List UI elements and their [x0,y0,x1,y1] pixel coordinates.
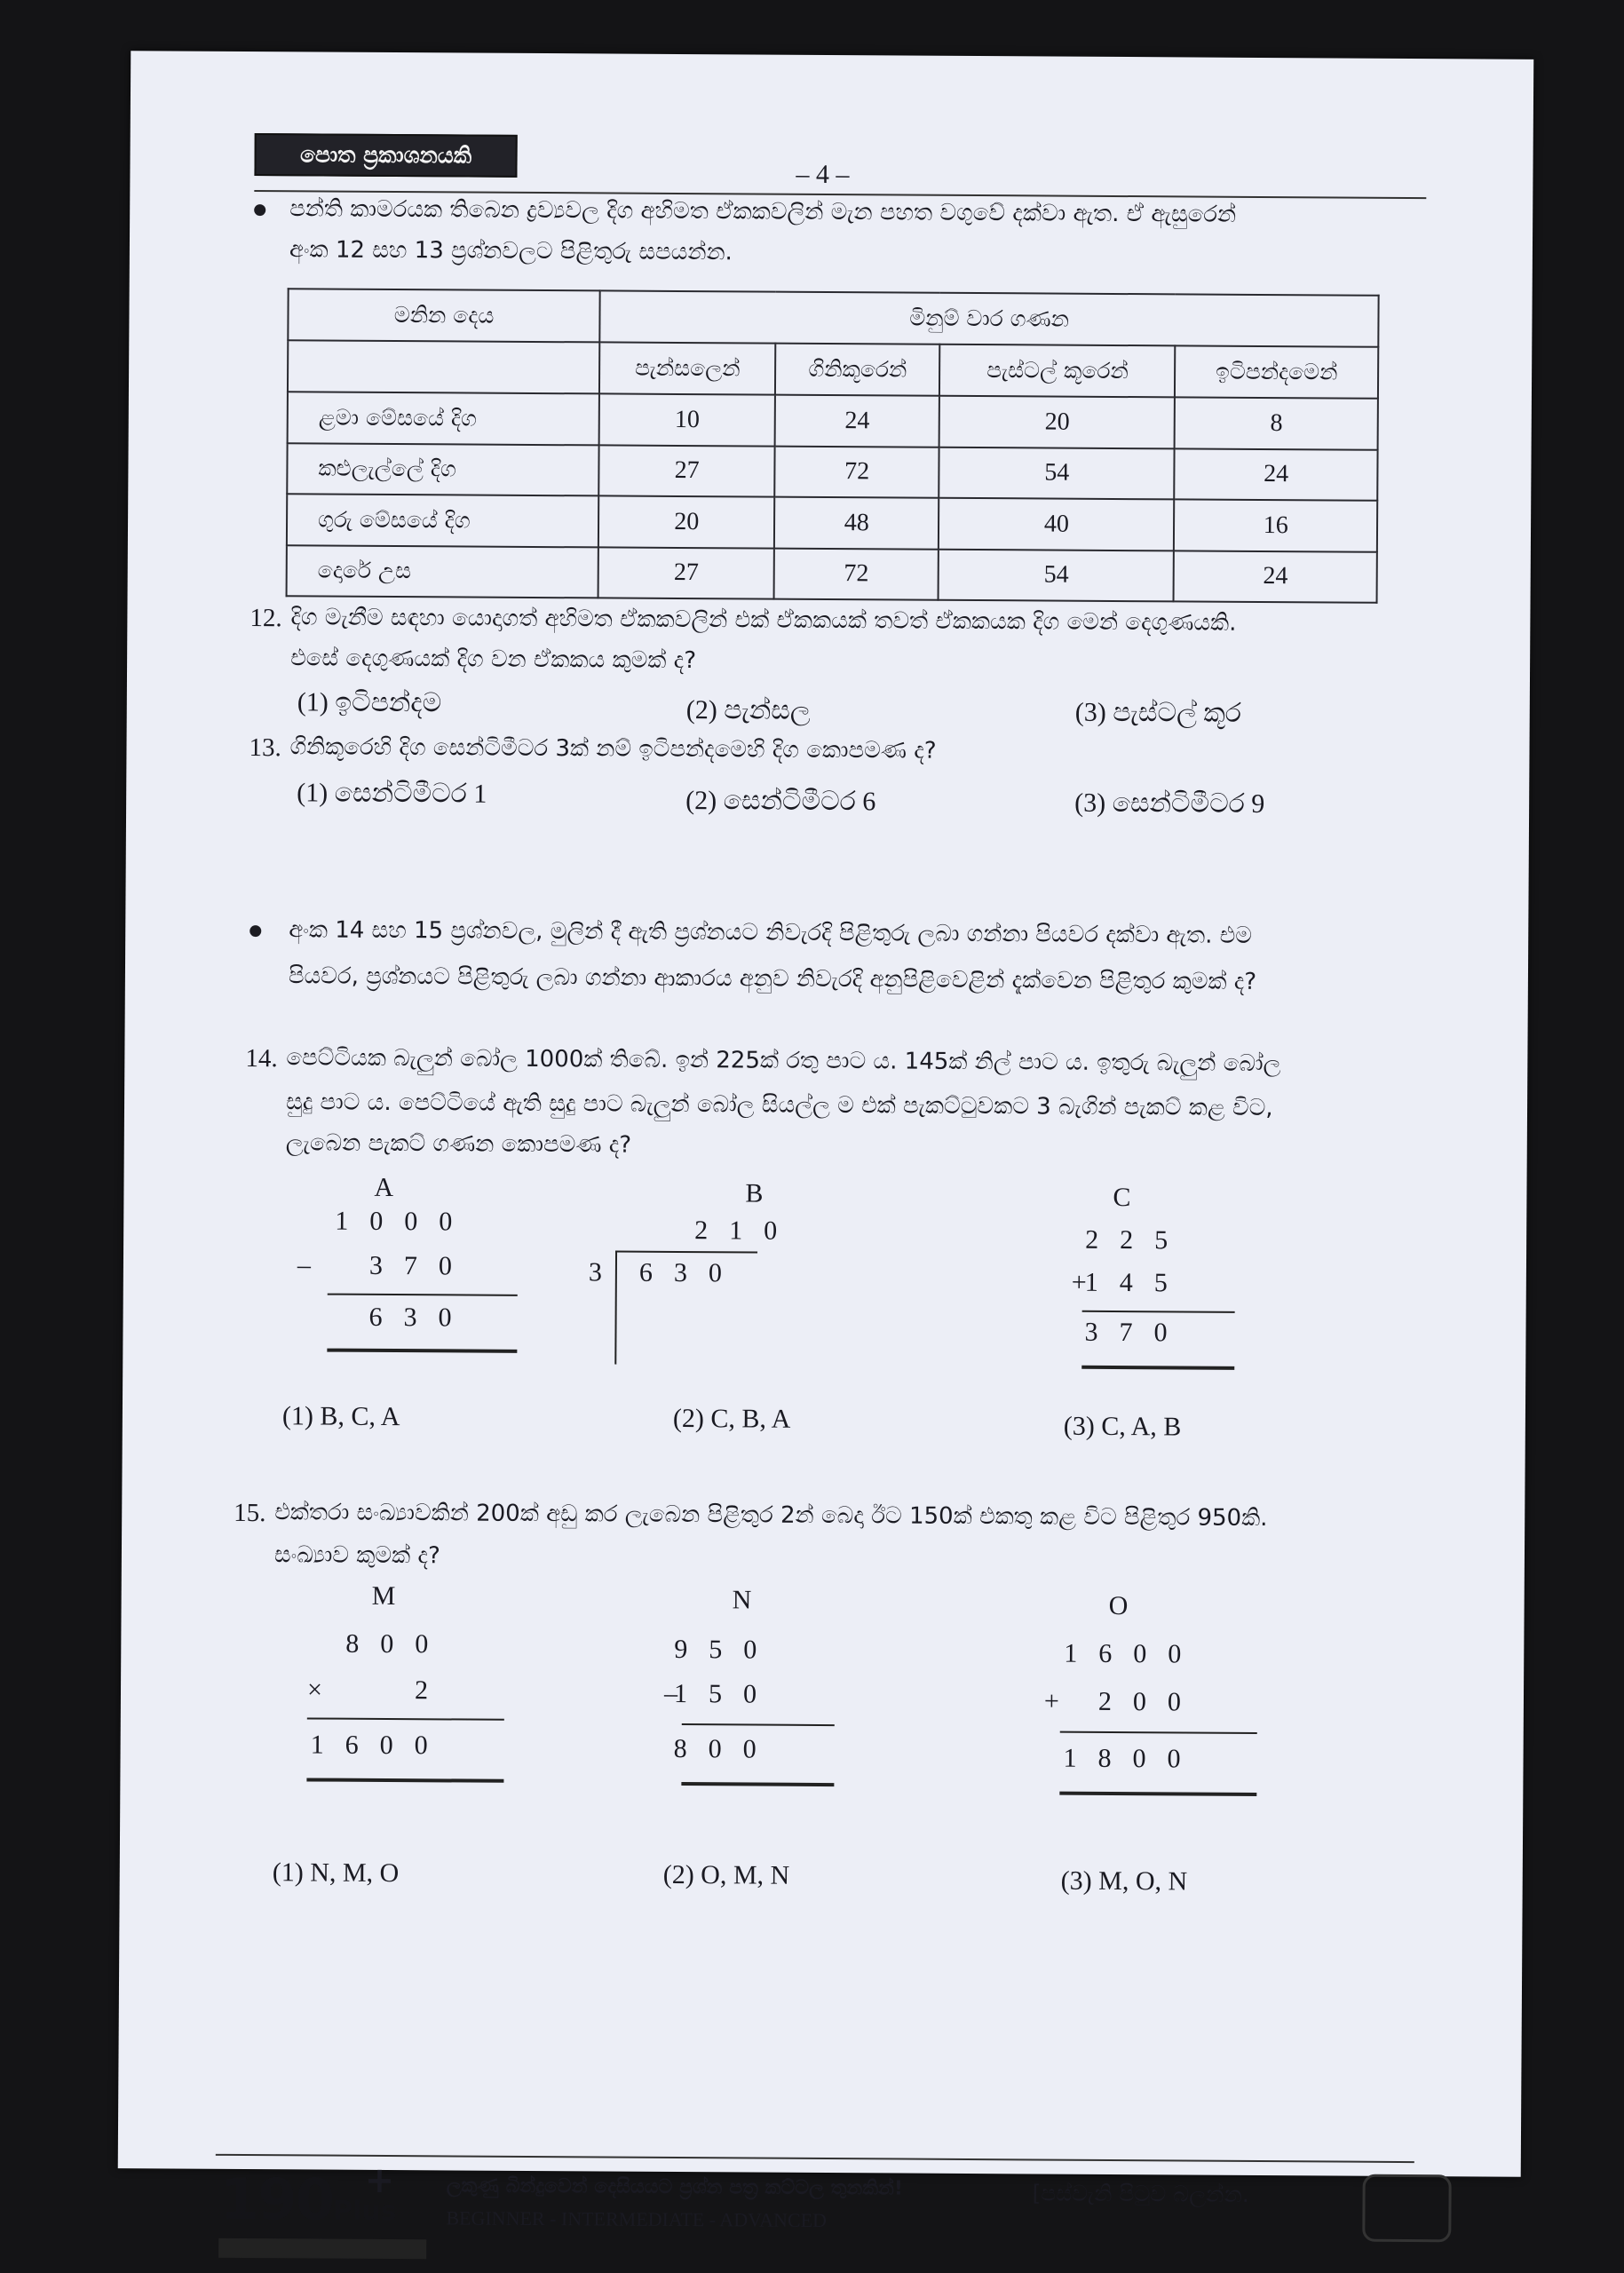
next-page-note: [පස්වැනි පිටුව බලන්න. [1032,2180,1249,2207]
question-text: සංඛ්‍යාව කුමක් ද? [273,1541,440,1570]
table-cell: 24 [775,395,940,447]
step-label: B [745,1178,764,1208]
logo-text: Plus [332,2195,397,2228]
table-row [287,545,1377,603]
step-label: O [1108,1590,1129,1621]
intro-line: පන්ති කාමරයක තිබෙන ද්‍රව්‍යවල දිග අහිමත ඒකකවලින් මැන පහත වගුවේ දක්වා ඇත. ඒ ඇසුරෙන් [289,195,1237,228]
answer-option[interactable]: (3) පැස්ටල් කූර [1074,697,1242,728]
row-label: ගුරු මේසයේ දිග [287,494,599,547]
table-cell: 27 [599,445,775,497]
step-result: 800 [673,1733,778,1764]
step-result: 1600 [310,1730,449,1761]
result-underline [306,1778,503,1782]
question-text: එක්තරා සංඛ්‍යාවකින් 200ක් අඩු කර ලැබෙන පිළිතුර 2න් බෙදා ඊට 150ක් එකතු කළ විට පිළිතුර 950කි. [274,1499,1268,1532]
table-cell: 20 [939,396,1175,448]
question-text: පෙට්ටියක බැලුන් බෝල 1000ක් තිබේ. ඉන් 225ක් රතු පාට ය. 145ක් නිල් පාට ය. ඉතුරු බැලුන් බෝල [286,1044,1281,1078]
step-number: 200 [1097,1686,1203,1717]
answer-option[interactable]: (3) සෙන්ටිමීටර 9 [1074,788,1265,820]
row-label: කළුලැල්ලේ දිග [287,443,599,496]
question-text: එසේ දෙගුණයක් දිග වන ඒකකය කුමක් ද? [290,645,697,675]
publisher-badge: පොත ප්‍රකාශනයකි [254,133,517,178]
plus-sign: + [1043,1686,1059,1716]
answer-option[interactable]: (2) සෙන්ටිමීටර 6 [685,786,876,817]
plus-icon: + [364,2159,395,2202]
paper-sheet [118,51,1534,2234]
step-number: 1600 [1064,1638,1203,1669]
table-cell: 10 [599,393,775,446]
sum-line [1060,1731,1257,1734]
table-row [287,494,1377,551]
question-text: ලැබෙන පැකට් ගණන කොපමණ ද? [285,1129,632,1159]
multiply-sign: × [306,1675,323,1705]
step-result: 630 [368,1302,473,1333]
table-cell: 40 [939,498,1174,550]
step-result: 370 [1084,1317,1189,1348]
table-column-header: පැන්සලෙන් [599,342,775,394]
table-row [287,443,1377,501]
answer-option[interactable]: (3) M, O, N [1060,1865,1188,1897]
division-bar [615,1251,757,1254]
quotient: 210 [694,1216,799,1246]
intro-line: අංක 12 සහ 13 ප්‍රශ්නවලට පිළිතුරු සපයන්න. [289,236,733,266]
row-label: ළමා මේසයේ දිග [288,392,600,445]
step-number: 370 [368,1250,474,1281]
division-bracket [614,1251,617,1365]
sum-line [328,1294,518,1296]
question-number: 13. [249,733,281,763]
step-number: 145 [1084,1267,1189,1298]
measurement-table [286,288,1380,604]
table-empty-cell [288,340,600,393]
step-number: 2 [414,1675,450,1706]
result-underline [681,1782,834,1786]
sum-line [682,1723,835,1726]
question-text: සුදු පාට ය. පෙට්ටියේ ඇති සුදු පාට බැලුන් බෝල සියල්ල ම එක් පැකට්ටුවකට 3 බැගින් පැකට් කළ විට, [285,1089,1273,1122]
table-column-header: ගිනිකූරෙන් [775,344,940,396]
table-cell: 54 [939,447,1175,499]
bullet-icon [250,925,261,937]
step-number: 800 [345,1628,450,1659]
table-group-header: මිනුම් වාර ගණන [600,290,1379,346]
bullet-icon [254,204,265,216]
answer-option[interactable]: (2) O, M, N [662,1859,790,1890]
divisor: 3 [588,1257,603,1287]
result-underline [1059,1792,1256,1796]
table-cell: 16 [1174,499,1377,551]
dividend: 630 [638,1257,744,1288]
table-column-header: පැස්ටල් කූරෙන් [939,345,1175,398]
sum-line [1082,1311,1235,1313]
table-column-header: ඉටිපන්දමෙන් [1175,345,1378,398]
step-number: 1000 [335,1206,474,1237]
table-cell: 24 [1174,550,1377,603]
plus-sign: + [1071,1267,1087,1297]
table-cell: 54 [939,549,1174,601]
step-label: M [371,1580,396,1612]
footer-levels: BEGINNER - INTERMEDIATE - ADVANCED [446,2206,828,2232]
question-number: 15. [234,1498,266,1528]
step-result: 1800 [1063,1743,1202,1774]
table-cell: 8 [1175,397,1378,449]
logo-number: 190 [219,2166,334,2234]
table-cell: 48 [774,497,939,550]
row-label: දොරේ උස [287,545,599,598]
step-number: 225 [1085,1224,1190,1255]
answer-option[interactable]: (2) C, B, A [672,1403,791,1434]
page-number: – 4 – [796,159,850,190]
step-number: 950 [674,1634,779,1665]
step-label: A [374,1172,394,1203]
step-number: 150 [673,1678,779,1709]
footer-slogan: ලකුණු බින්දුවෙන් දෙසියයට ප්‍රශ්න පත්‍ර කට්ටල තුනකින්! [446,2174,904,2200]
table-cell: 72 [774,548,939,600]
footer-divider [216,2154,1414,2163]
sum-line [307,1717,504,1720]
minus-sign: – [663,1678,678,1708]
answer-option[interactable]: (1) N, M, O [272,1857,400,1889]
intro-line: අංක 14 සහ 15 ප්‍රශ්නවල, මුලින් දී ඇති ප්‍රශ්නයට නිවැරදි පිළිතුරු ලබා ගන්නා පියවර දක්වා ඇත. එම [289,916,1253,949]
question-text: දිග මැනීම සඳහා යොදාගත් අහිමත ඒකකවලින් එක් ඒකකයක් තවත් ඒකකයක දිග මෙන් දෙගුණයකි. [290,604,1237,637]
table-item-header: මනින දෙය [288,289,600,342]
question-number: 12. [250,604,282,633]
step-label: C [1113,1182,1131,1213]
intro-line: පියවර, ප්‍රශ්නයට පිළිතුරු ලබා ගන්නා ආකාරය අනුව නිවැරදි අනුපිළිවෙළින් දැක්වෙන පිළිතුර කුමක් ද? [288,962,1257,995]
question-number: 14. [245,1044,278,1073]
answer-option[interactable]: (2) පැන්සල [685,695,811,725]
page-corner-box [1362,2174,1451,2243]
logo-tagline-strip [218,2238,426,2259]
step-label: N [732,1585,752,1615]
table-cell: 72 [774,446,939,498]
table-cell: 20 [598,495,774,548]
answer-option[interactable]: (3) C, A, B [1063,1411,1182,1442]
result-underline [327,1349,517,1353]
question-text: ගිනිකූරෙහි දිග සෙන්ටිමීටර 3ක් නම් ඉටිපන්දමෙහි දිග කොපමණ ද? [289,733,937,764]
table-cell: 27 [598,547,774,599]
answer-option[interactable]: (1) B, C, A [281,1401,400,1432]
table-row [288,392,1378,449]
answer-option[interactable]: (1) සෙන්ටිමීටර 1 [297,778,487,809]
minus-sign: – [297,1250,312,1280]
table-cell: 24 [1175,448,1378,501]
answer-option[interactable]: (1) ඉටිපන්දම [297,687,442,718]
result-underline [1081,1366,1234,1370]
